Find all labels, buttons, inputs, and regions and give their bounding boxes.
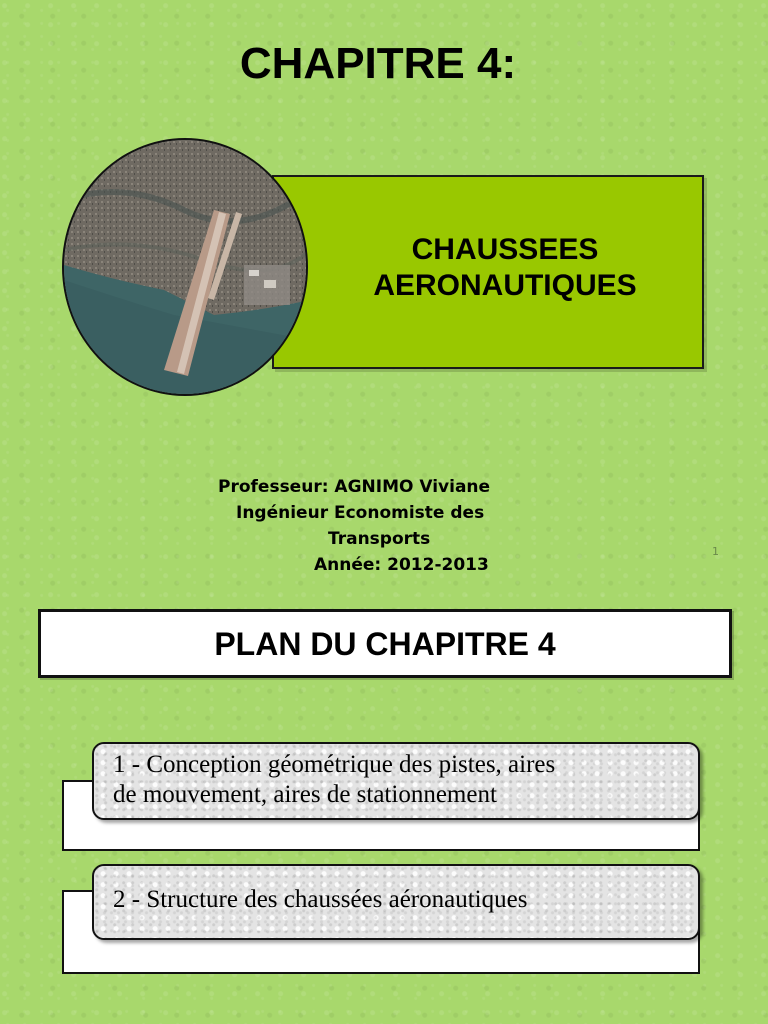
plan-item-1-line-1: 1 - Conception géométrique des pistes, aires: [113, 751, 556, 778]
banner-line-2: AERONAUTIQUES: [373, 269, 637, 302]
plan-item-1-text: [113, 750, 693, 810]
plan-item-2-line-1: 2 - Structure des chaussées aéronautiques: [113, 886, 528, 913]
academic-year: Année: 2012-2013: [314, 555, 489, 575]
banner-text: [320, 232, 690, 304]
professor-role-line-1: Ingénieur Economiste des: [236, 503, 485, 523]
plan-item-2-text: [113, 885, 693, 915]
plan-title: PLAN DU CHAPITRE 4: [214, 626, 556, 662]
professor-name: Professeur: AGNIMO Viviane: [218, 477, 491, 497]
slide-title: CHAPITRE 4:: [239, 39, 517, 88]
banner-line-1: CHAUSSEES: [411, 233, 599, 266]
plan-item-1-line-2: de mouvement, aires de stationnement: [113, 781, 497, 808]
page-number: 1: [712, 545, 719, 558]
airport-aerial-photo: [62, 138, 308, 396]
professor-role-line-2: Transports: [328, 529, 431, 549]
runway-illustration: [64, 140, 308, 396]
